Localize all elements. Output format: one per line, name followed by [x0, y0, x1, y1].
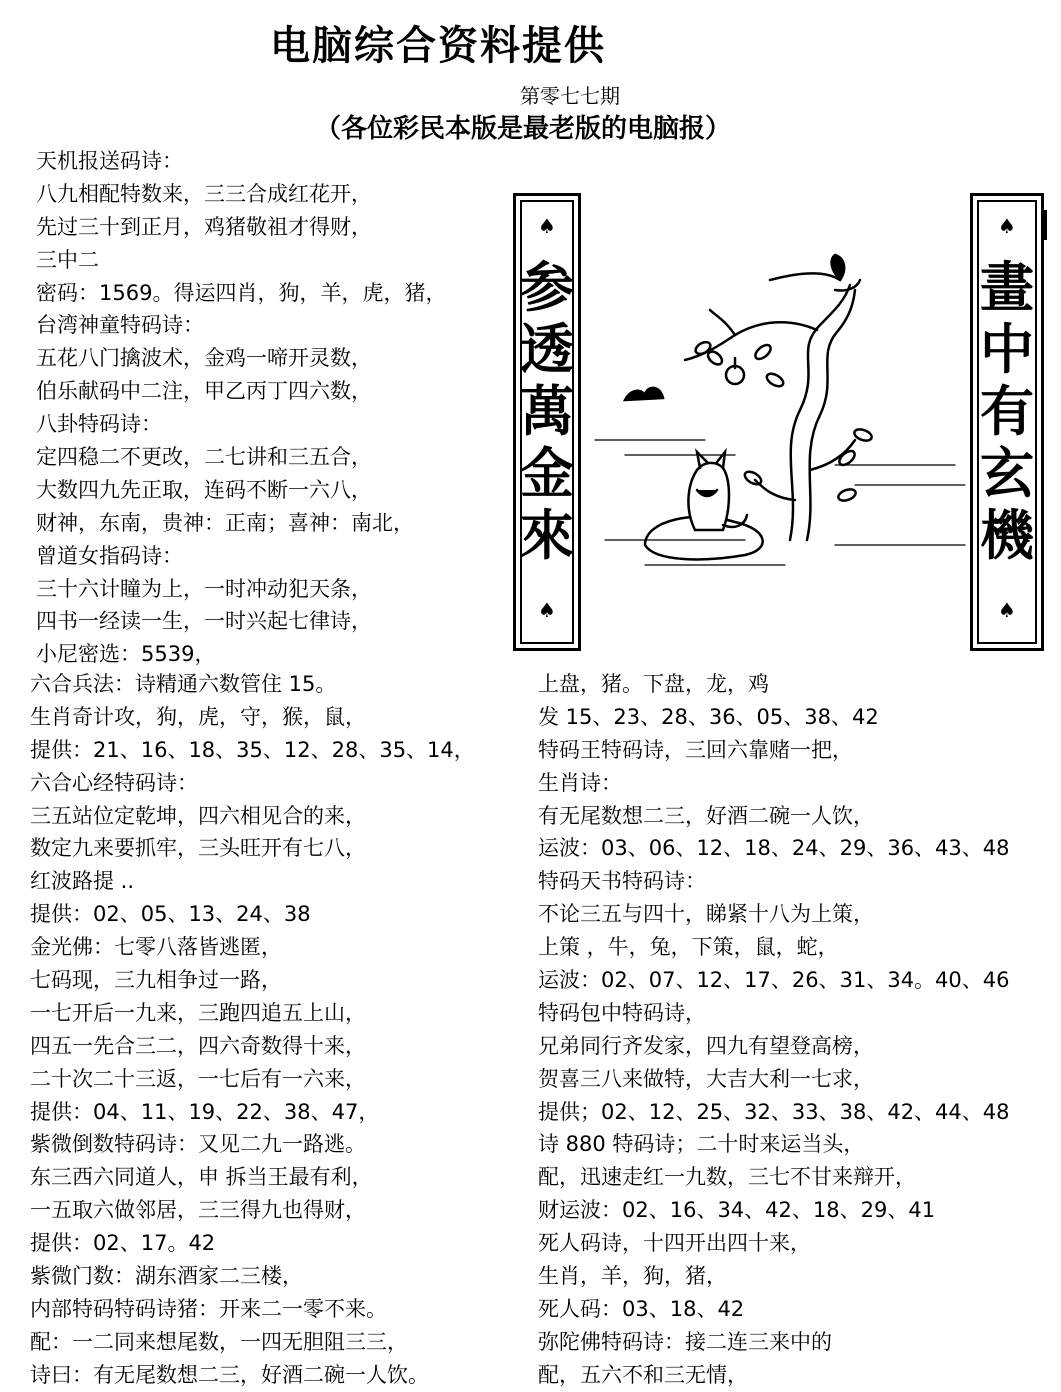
text-line: 四书一经读一生，一时兴起七律诗，: [36, 609, 372, 634]
text-line: 二十次二十三返，一七后有一六来，: [30, 1066, 366, 1091]
text-line: 配，迅速走红一九数，三七不甘来辩开，: [538, 1165, 916, 1190]
text-line: 生肖诗：: [538, 770, 622, 795]
text-line: 三十六计瞳为上，一时冲动犯天条，: [36, 576, 372, 601]
text-line: 运波：02、07、12、17、26、31、34。40、46: [538, 968, 1010, 993]
scroll-char: 來: [520, 503, 574, 567]
text-line: 三中二: [36, 247, 99, 272]
text-line: 三五站位定乾坤，四六相见合的来，: [30, 803, 366, 828]
text-line: 贺喜三八来做特，大吉大利一七求，: [538, 1066, 874, 1091]
text-line: 死人码：03、18、42: [538, 1296, 745, 1321]
scroll-text: [516, 256, 578, 566]
text-line: 伯乐献码中二注，甲乙丙丁四六数，: [36, 379, 372, 404]
text-line: 六合兵法：诗精通六数管住 15。: [30, 672, 337, 696]
text-line: 提供；02、12、25、32、33、38、42、44、48: [538, 1099, 1010, 1124]
scroll-char: 機: [980, 503, 1034, 567]
text-line: 紫微门数：湖东酒家二三楼，: [30, 1264, 303, 1289]
text-line: 八卦特码诗：: [36, 412, 162, 437]
subtitle: （各位彩民本版是最老版的电脑报）: [315, 114, 732, 144]
spade-ornament-icon: ♠: [998, 598, 1016, 622]
text-line: 八九相配特数来，三三合成红花开，: [36, 181, 372, 206]
text-line: 台湾神童特码诗：: [36, 313, 204, 338]
text-line: 特码包中特码诗，: [538, 1000, 706, 1025]
text-line: 配，五六不和三无情，: [538, 1362, 748, 1387]
text-line: 提供：02、17。42: [30, 1231, 216, 1256]
scroll-char: 金: [520, 441, 574, 505]
page-title: 电脑综合资料提供: [270, 23, 606, 69]
text-line: 曾道女指码诗：: [36, 543, 183, 568]
text-line: 金光佛：七零八落皆逃匿，: [30, 935, 282, 960]
text-line: 一五取六做邻居，三三得九也得财，: [30, 1198, 366, 1223]
text-line: 七码现，三九相争过一路，: [30, 968, 282, 993]
text-line: 有无尾数想二三，好酒二碗一人饮，: [538, 803, 874, 828]
text-line: 特码王特码诗，三回六靠赌一把，: [538, 737, 853, 762]
text-line: 东三西六同道人，申 拆当王最有利，: [30, 1165, 373, 1190]
scroll-char: 有: [980, 379, 1034, 443]
spade-ornament-icon: ♠: [538, 214, 556, 238]
text-line: 死人码诗，十四开出四十来，: [538, 1231, 811, 1256]
scroll-text: [973, 256, 1041, 566]
text-line: 兄弟同行齐发家，四九有望登高榜，: [538, 1033, 874, 1058]
scroll-char: 萬: [520, 379, 574, 443]
scroll-char: 透: [520, 317, 574, 381]
text-line: 配：一二同来想尾数，一四无胆阻三三，: [30, 1329, 408, 1354]
text-line: 一七开后一九来，三跑四追五上山，: [30, 1000, 366, 1025]
text-line: 财运波：02、16、34、42、18、29、41: [538, 1198, 936, 1223]
text-line: 提供：04、11、19、22、38、47，: [30, 1099, 380, 1124]
text-line: 生肖奇计攻，狗，虎，守，猴，鼠，: [30, 704, 366, 729]
text-line: 生肖，羊，狗，猪，: [538, 1264, 727, 1289]
issue-number: 第零七七期: [520, 84, 620, 108]
text-line: 上策 ，牛，兔，下策，鼠，蛇，: [538, 935, 839, 960]
text-line: 财神，东南，贵神：正南；喜神：南北，: [36, 510, 414, 535]
text-line: 上盘，猪。下盘，龙，鸡: [538, 672, 769, 696]
text-line: 五花八门擒波术，金鸡一啼开灵数，: [36, 346, 372, 371]
scroll-char: 参: [520, 255, 574, 319]
text-line: 诗 880 特码诗；二十时来运当头，: [538, 1132, 865, 1157]
text-line: 不论三五与四十，睇紧十八为上策，: [538, 902, 874, 927]
left-top-column: [36, 145, 506, 671]
text-line: 小尼密选：5539，: [36, 642, 216, 667]
left-bottom-column: [30, 668, 530, 1392]
scroll-char: 中: [980, 317, 1034, 381]
text-line: 运波：03、06、12、18、24、29、36、43、48: [538, 836, 1010, 861]
right-bottom-column: [538, 668, 1058, 1392]
right-scroll: [970, 193, 1044, 651]
text-line: 特码天书特码诗：: [538, 869, 706, 894]
text-line: 六合心经特码诗：: [30, 770, 198, 795]
text-line: 弥陀佛特码诗：接二连三来中的: [538, 1329, 832, 1354]
left-scroll: [513, 193, 581, 651]
text-line: 提供：02、05、13、24、38: [30, 902, 311, 927]
tree-cat-bird-illustration: [585, 240, 975, 585]
text-line: 先过三十到正月，鸡猪敬祖才得财，: [36, 214, 372, 239]
text-line: 数定九来要抓牢，三头旺开有七八，: [30, 836, 366, 861]
spade-ornament-icon: ♠: [538, 598, 556, 622]
text-line: 红波路提 ..: [30, 869, 135, 894]
text-line: 提供：21、16、18、35、12、28、35、14，: [30, 737, 475, 762]
scroll-char: 玄: [980, 441, 1034, 505]
spade-ornament-icon: ♠: [998, 214, 1016, 238]
text-line: 密码：1569。得运四肖，狗，羊，虎，猪，: [36, 280, 447, 305]
text-line: 内部特码特码诗猪：开来二一零不来。: [30, 1296, 387, 1321]
text-line: 天机报送码诗：: [36, 149, 183, 173]
text-line: 诗曰：有无尾数想二三，好酒二碗一人饮。: [30, 1362, 429, 1387]
scroll-char: 畫: [980, 255, 1034, 319]
edge-mark: [1043, 210, 1047, 240]
text-line: 发 15、23、28、36、05、38、42: [538, 704, 879, 729]
text-line: 紫微倒数特码诗：又见二九一路逃。: [30, 1132, 366, 1157]
text-line: 定四稳二不更改，二七讲和三五合，: [36, 445, 372, 470]
text-line: 四五一先合三二，四六奇数得十来，: [30, 1033, 366, 1058]
text-line: 大数四九先正取，连码不断一六八，: [36, 477, 372, 502]
